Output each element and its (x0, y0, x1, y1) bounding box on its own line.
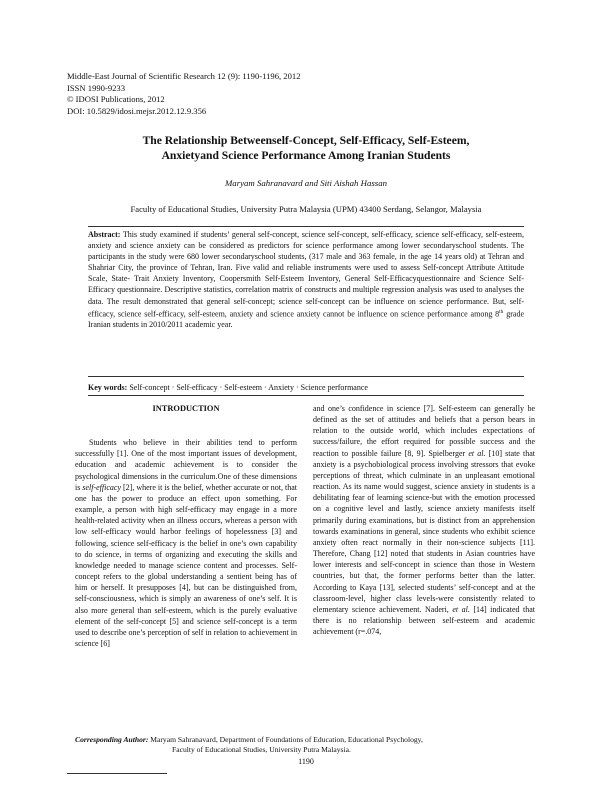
journal-citation: Middle-East Journal of Scientific Research 12 (9): 1190-1196, 2012 (67, 71, 301, 81)
keywords-label: Key words: (88, 383, 128, 392)
intro-paragraph-continued (313, 403, 535, 637)
title-line-2: Anxietyand Science Performance Among Iranian Students (161, 149, 451, 162)
affiliation: Faculty of Educational Studies, University Putra Malaysia (UPM) 43400 Serdang, Selangor, Malaysia (130, 204, 482, 214)
corresponding-label: Corresponding Author: (75, 735, 149, 744)
right-text-c: [14] indicated that there is no relationship between self-esteem and academic achievement (r=.074, (313, 604, 536, 637)
keywords-text: Self-concept · Self-efficacy · Self-esteem · Anxiety · Science performance (127, 383, 368, 392)
left-column (75, 403, 297, 649)
intro-text-a: Students who believe in their abilities tend to perform successfully [1]. One of the most important issues of development, education and academic achievement is to consider the psychological dimensions in the curriculum.One of these dimensions is (75, 438, 297, 492)
authors: Maryam Sahranavard and Siti Aishah Hassan (224, 178, 387, 188)
right-column (313, 403, 535, 637)
keywords-bottom-rule (88, 395, 524, 396)
right-text-b: [10] state that anxiety is a psychobiological process involving stressors that evoke perceptions of threat, which culminate in an unpleasant emotional reaction. As its name would suggest, science anxiety in students is a debilitating fear of learning science-but with the emotion processed on a cognitive level and lastly, science anxiety manifests itself primarily during examinations, but is distinct from an apprehension towards examinations in general, since students who exhibit science anxiety often react normally in their non-science subjects [11]. Therefore, Chang [12] noted that students in Asian countries have lower interests and self-concept in science than those in Western countries, but that, the former performs better than the latter. According to Kaya [13], selected students’ self-concept and at the classroom-level, higher class levels-were consistently related to elementary science achievement. Naderi, (313, 448, 536, 614)
doi: DOI: 10.5829/idosi.mejsr.2012.12.9.356 (67, 105, 207, 116)
abstract-text-end: grade Iranian students in 2010/2011 academic year. (88, 309, 525, 330)
page-number: 1190 (298, 757, 314, 766)
title-line-1: The Relationship Betweenself-Concept, Self-Efficacy, Self-Esteem, (142, 134, 470, 147)
corresponding-line-2: Faculty of Educational Studies, University Putra Malaysia. (172, 745, 351, 754)
section-heading-introduction: INTRODUCTION (152, 404, 220, 413)
paper-title (60, 133, 552, 163)
corresponding-line-1: Maryam Sahranavard, Department of Foundations of Education, Educational Psychology, (148, 735, 423, 744)
right-em-et-al-1: et al. (468, 448, 486, 458)
copyright: © IDOSI Publications, 2012 (67, 94, 165, 105)
issn: ISSN 1990-9233 (67, 82, 126, 93)
abstract-label: Abstract: (88, 230, 121, 239)
abstract-superscript: th (499, 308, 504, 315)
abstract-text: This study examined if students’ general self-concept, science self-concept, self-efficacy, science self-efficacy, self-esteem, anxiety and science anxiety can be considered as predictors for science performance among lower secondaryschool students. The participants in the study were 680 lower secondaryschool students, (317 male and 363 female, in the age 14 years old) at Tehran and Shahriar City, the province of Tehran, Iran. Five valid and reliable instruments were used to assess Self-concept Attribute Attitude Scale, State- Trait Anxiety Inventory, Coopersmith Self-Esteem Inventory, General Self-Efficacyquestionnaire and Science Self-Efficacy questionnaire. Descriptive statistics, correlation matrix of constructs and multiple regression analysis was used to analyses the data. The result demonstrated that general self-concept; science self-concept can be influence on science performance. But, self-efficacy, science self-efficacy, self-esteem, anxiety and science anxiety cannot be influence on science performance among 8 (88, 230, 524, 319)
abstract (88, 229, 524, 331)
right-text-a: and one’s confidence in science [7]. Self-esteem can generally be defined as the set of attitudes and beliefs that a person bears in relation to the outside world, which includes expectations of success/failure, the effort required for possible success and the reaction to possible failure [8, 9]. Spielberger (313, 404, 535, 458)
footnote-rule (67, 773, 167, 774)
keywords-top-rule (88, 376, 524, 377)
keywords (88, 382, 524, 393)
journal-header (67, 71, 367, 117)
corresponding-author (75, 735, 555, 755)
intro-text-b: [2], where it is the belief, whether accurate or not, that one has the power to produce an effect upon something. For example, a person with high self-efficacy may engage in a more health-related activity when an illness occurs, whereas a person with low self-efficacy would harbor feelings of hopelessness [3] and following, science self-efficacy is the belief in one’s own capability to do science, in terms of organizing and executing the skills and knowledge needed to manage science content and processes. Self-concept refers to the global understanding a sentient being has of him or herself. It presupposes [4], but can be distinguished from, self-consciousness, which is simply an awareness of one’s self. It is also more general than self-esteem, which is the purely evaluative element of the self-concept [5] and science self-concept is a term used to describe one’s perception of self in relation to achievement in science [6] (75, 482, 297, 648)
intro-em-self-efficacy: self-efficacy (82, 482, 121, 492)
right-em-et-al-2: et al. (452, 604, 470, 614)
intro-paragraph (75, 437, 297, 649)
abstract-top-rule (88, 226, 524, 227)
